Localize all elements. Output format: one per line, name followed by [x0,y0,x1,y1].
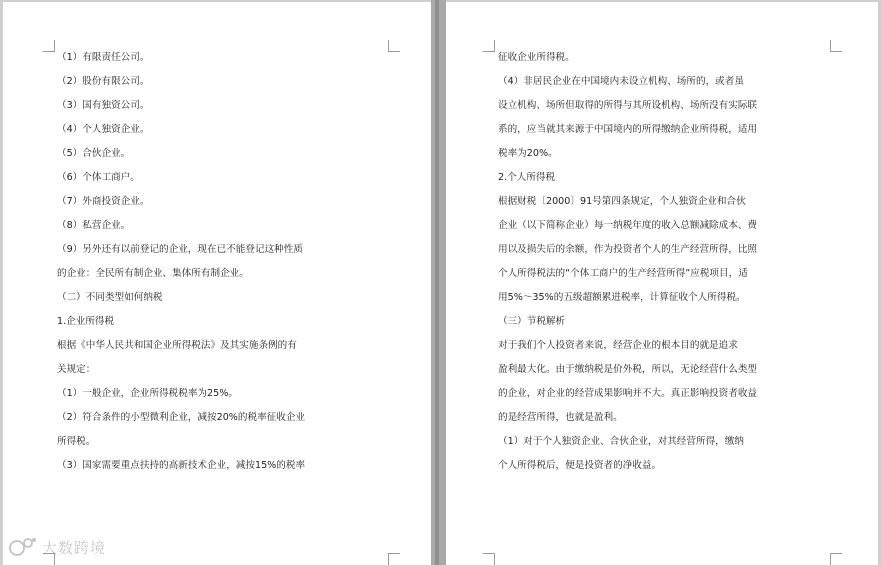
crop-mark-bottom-right [388,553,400,565]
text-line: 个人所得税后，便是投资者的净收益。 [498,460,662,471]
watermark [8,536,106,558]
section-heading: （二）不同类型如何纳税 [57,292,163,303]
text-line: （1）一般企业，企业所得税税率为25%。 [57,388,238,399]
crop-mark-bottom-right [830,553,842,565]
text-line: 系的，应当就其来源于中国境内的所得缴纳企业所得税，适用 [498,124,758,135]
document-page-right[interactable] [446,2,878,565]
text-line: 关规定： [57,364,96,375]
text-line: （1）对于个人独资企业、合伙企业，对其经营所得，缴纳 [498,436,744,447]
crop-mark-bottom-left [483,553,495,565]
crop-mark-top-left [43,40,55,52]
subsection-heading: 1.企业所得税 [57,316,115,327]
text-line: （7）外商投资企业。 [57,196,150,207]
section-heading: （三）节税解析 [498,316,566,327]
text-line: （4）个人独资企业。 [57,124,150,135]
text-line: 的企业：全民所有制企业、集体所有制企业。 [57,268,249,279]
text-line: 对于我们个人投资者来说，经营企业的根本目的就是追求 [498,340,738,351]
text-line: 所得税。 [57,436,96,447]
text-line: （1）有限责任公司。 [57,52,150,63]
text-line: （8）私营企业。 [57,220,131,231]
text-line: 根据财税〔2000〕91号第四条规定，个人独资企业和合伙 [498,196,746,207]
crop-mark-top-right [830,40,842,52]
text-line: 用以及损失后的余额，作为投资者个人的生产经营所得，比照 [498,244,758,255]
document-page-left[interactable] [3,2,431,565]
text-line: （3）国家需要重点扶持的高新技术企业，减按15%的税率 [57,460,306,471]
text-line: 根据《中华人民共和国企业所得税法》及其实施条例的有 [57,340,297,351]
crop-mark-top-left [483,40,495,52]
text-line: 征收企业所得税。 [498,52,575,63]
text-line: 的企业，对企业的经营成果影响并不大。真正影响投资者收益 [498,388,758,399]
text-line: 的是经营所得，也就是盈利。 [498,412,623,423]
text-line: （4）非居民企业在中国境内未设立机构、场所的，或者虽 [498,76,744,87]
watermark-text: 大数跨境 [42,538,107,557]
text-line: （6）个体工商户。 [57,172,140,183]
text-line: （5）合伙企业。 [57,148,131,159]
text-line: （9）另外还有以前登记的企业，现在已不能登记这种性质 [57,244,303,255]
crop-mark-top-right [388,40,400,52]
subsection-heading: 2.个人所得税 [498,172,556,183]
text-line: 个人所得税法的“个体工商户的生产经营所得”应税项目，适 [498,268,748,279]
text-line: （2）股份有限公司。 [57,76,150,87]
text-line: （2）符合条件的小型微利企业，减按20%的税率征收企业 [57,412,306,423]
watermark-logo-icon [8,536,38,558]
text-line: 盈利最大化。由于缴纳税是价外税，所以，无论经营什么类型 [498,364,758,375]
text-line: 企业（以下简称企业）每一纳税年度的收入总额减除成本、费 [498,220,758,231]
text-line: 税率为20%。 [498,148,558,159]
text-line: 用5%～35%的五级超额累进税率，计算征收个人所得税。 [498,292,746,303]
text-line: 设立机构、场所但取得的所得与其所设机构、场所没有实际联 [498,100,758,111]
text-line: （3）国有独资公司。 [57,100,150,111]
page-gap [431,0,446,565]
